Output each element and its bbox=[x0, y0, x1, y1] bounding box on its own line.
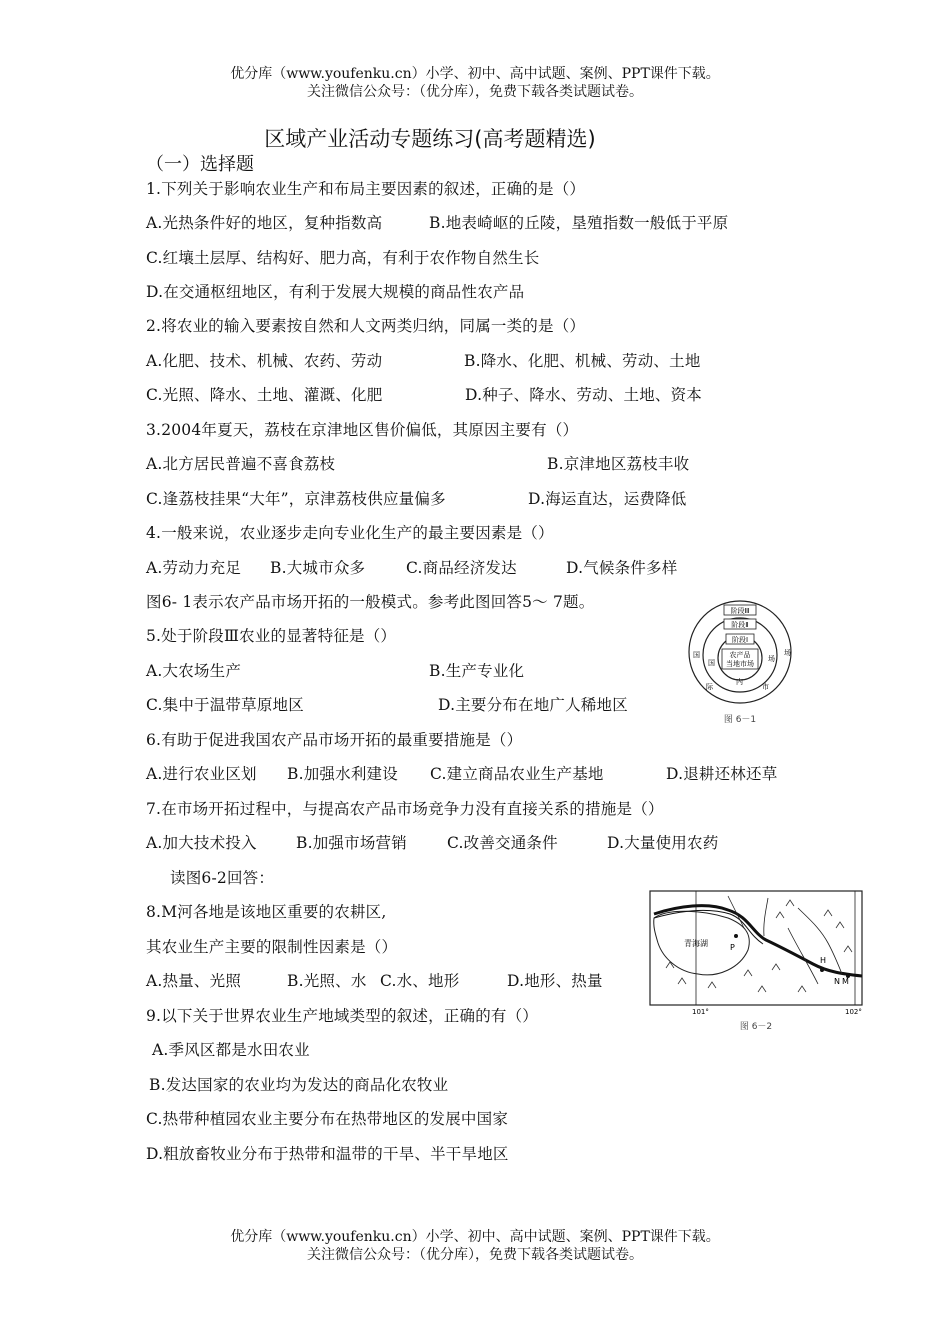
q8-option-a: A.热量、光照 bbox=[146, 972, 242, 990]
q5-option-d: D.主要分布在地广人稀地区 bbox=[438, 696, 628, 714]
q2-stem: 2.将农业的输入要素按自然和人文两类归纳，同属一类的是（） bbox=[146, 317, 586, 335]
q7-option-b: B.加强市场营销 bbox=[296, 834, 407, 852]
q5-option-c: C.集中于温带草原地区 bbox=[146, 696, 304, 714]
q5-stem: 5.处于阶段Ⅲ农业的显著特征是（） bbox=[146, 627, 397, 645]
q2-option-d: D.种子、降水、劳动、土地、资本 bbox=[465, 386, 703, 404]
chang-label: 场 bbox=[784, 649, 791, 657]
point-h-label: H bbox=[820, 956, 827, 965]
q2-option-b: B.降水、化肥、机械、劳动、土地 bbox=[464, 352, 701, 370]
q4-option-b: B.大城市众多 bbox=[270, 559, 366, 577]
q9-option-a: A.季风区都是水田农业 bbox=[152, 1041, 310, 1059]
lake-label: 青海湖 bbox=[684, 939, 708, 948]
guo-label: 国 bbox=[693, 651, 700, 659]
q6-option-c: C.建立商品农业生产基地 bbox=[430, 765, 604, 783]
q6-stem: 6.有助于促进我国农产品市场开拓的最重要措施是（） bbox=[146, 731, 523, 749]
footer-line-2: 关注微信公众号：（优分库），免费下载各类试题试卷。 bbox=[307, 1247, 643, 1263]
q8-stem-2: 其农业生产主要的限制性因素是（） bbox=[146, 938, 398, 956]
q1-option-a: A.光热条件好的地区，复种指数高 bbox=[146, 214, 383, 232]
q5-option-a: A.大农场生产 bbox=[146, 662, 242, 680]
q8-option-c: C.水、地形 bbox=[380, 972, 460, 990]
center-label-2: 当地市场 bbox=[726, 660, 754, 668]
q4-option-d: D.气候条件多样 bbox=[566, 559, 678, 577]
guo-label-inner: 国 bbox=[708, 659, 715, 667]
stage-2-label: 阶段Ⅱ bbox=[731, 621, 749, 629]
point-n-label: N bbox=[834, 977, 840, 986]
market-stages-diagram bbox=[684, 599, 796, 727]
q9-option-c: C.热带种植园农业主要分布在热带地区的发展中国家 bbox=[146, 1110, 509, 1128]
figure-6-1-caption: 图 6－1 bbox=[723, 715, 757, 725]
stage-1-label: 阶段Ⅰ bbox=[731, 636, 749, 644]
point-p-label: P bbox=[730, 943, 735, 952]
section-heading: （一）选择题 bbox=[146, 154, 254, 175]
nei-label: 内 bbox=[736, 678, 743, 686]
q6-option-d: D.退耕还林还草 bbox=[666, 765, 778, 783]
point-m-label: M bbox=[842, 977, 849, 986]
header-line-1: 优分库（www.youfenku.cn）小学、初中、高中试题、案例、PPT课件下载。 bbox=[230, 66, 720, 82]
q3-option-b: B.京津地区荔枝丰收 bbox=[547, 455, 690, 473]
q6-option-a: A.进行农业区划 bbox=[146, 765, 257, 783]
footer-line-1: 优分库（www.youfenku.cn）小学、初中、高中试题、案例、PPT课件下载。 bbox=[230, 1229, 720, 1245]
figure-6-2 bbox=[648, 888, 866, 1034]
q8-stem-1: 8.M河各地是该地区重要的农耕区, bbox=[146, 903, 387, 921]
figure-6-1 bbox=[684, 599, 796, 727]
q3-stem: 3.2004年夏天，荔枝在京津地区售价偏低，其原因主要有（） bbox=[146, 421, 579, 439]
intro-q8: 读图6-2回答： bbox=[170, 869, 275, 887]
longitude-102-label: 102° bbox=[845, 1008, 862, 1016]
shi-label: 市 bbox=[762, 683, 769, 691]
q2-option-c: C.光照、降水、土地、灌溉、化肥 bbox=[146, 386, 383, 404]
q8-option-d: D.地形、热量 bbox=[507, 972, 603, 990]
ji-label: 际 bbox=[706, 683, 713, 691]
q1-stem: 1.下列关于影响农业生产和布局主要因素的叙述，正确的是（） bbox=[146, 180, 586, 198]
q3-option-a: A.北方居民普遍不喜食荔枝 bbox=[146, 455, 336, 473]
q4-option-a: A.劳动力充足 bbox=[146, 559, 242, 577]
q7-stem: 7.在市场开拓过程中，与提高农产品市场竞争力没有直接关系的措施是（） bbox=[146, 800, 664, 818]
q7-option-a: A.加大技术投入 bbox=[146, 834, 257, 852]
q7-option-d: D.大量使用农药 bbox=[607, 834, 719, 852]
q5-option-b: B.生产专业化 bbox=[429, 662, 525, 680]
q4-option-c: C.商品经济发达 bbox=[406, 559, 517, 577]
q1-option-c: C.红壤土层厚、结构好、肥力高，有利于农作物自然生长 bbox=[146, 249, 540, 267]
q2-option-a: A.化肥、技术、机械、农药、劳动 bbox=[146, 352, 383, 370]
q1-option-b: B.地表崎岖的丘陵，垦殖指数一般低于平原 bbox=[429, 214, 729, 232]
stage-3-label: 阶段Ⅲ bbox=[730, 607, 750, 615]
figure-6-2-caption: 图 6－2 bbox=[739, 1022, 773, 1032]
chang-label-inner: 场 bbox=[768, 655, 775, 663]
q3-option-c: C.逢荔枝挂果“大年”，京津荔枝供应量偏多 bbox=[146, 490, 446, 508]
q9-option-b: B.发达国家的农业均为发达的商品化农牧业 bbox=[149, 1076, 449, 1094]
q6-option-b: B.加强水利建设 bbox=[287, 765, 398, 783]
q3-option-d: D.海运直达，运费降低 bbox=[528, 490, 687, 508]
page-title: 区域产业活动专题练习(高考题精选) bbox=[264, 127, 596, 151]
q9-option-d: D.粗放畜牧业分布于热带和温带的干旱、半干旱地区 bbox=[146, 1145, 509, 1163]
q9-stem: 9.以下关于世界农业生产地域类型的叙述，正确的有（） bbox=[146, 1007, 538, 1025]
q1-option-d: D.在交通枢纽地区，有利于发展大规模的商品性农产品 bbox=[146, 283, 525, 301]
center-label-1: 农产品 bbox=[729, 651, 751, 659]
longitude-101-label: 101° bbox=[692, 1008, 709, 1016]
river-map bbox=[648, 888, 866, 1034]
header-line-2: 关注微信公众号：（优分库），免费下载各类试题试卷。 bbox=[307, 84, 643, 100]
q4-stem: 4.一般来说，农业逐步走向专业化生产的最主要因素是（） bbox=[146, 524, 554, 542]
q7-option-c: C.改善交通条件 bbox=[447, 834, 558, 852]
intro-q5-7: 图6- 1表示农产品市场开拓的一般模式。参考此图回答5～ 7题。 bbox=[146, 593, 595, 611]
q8-option-b: B.光照、水 bbox=[287, 972, 367, 990]
